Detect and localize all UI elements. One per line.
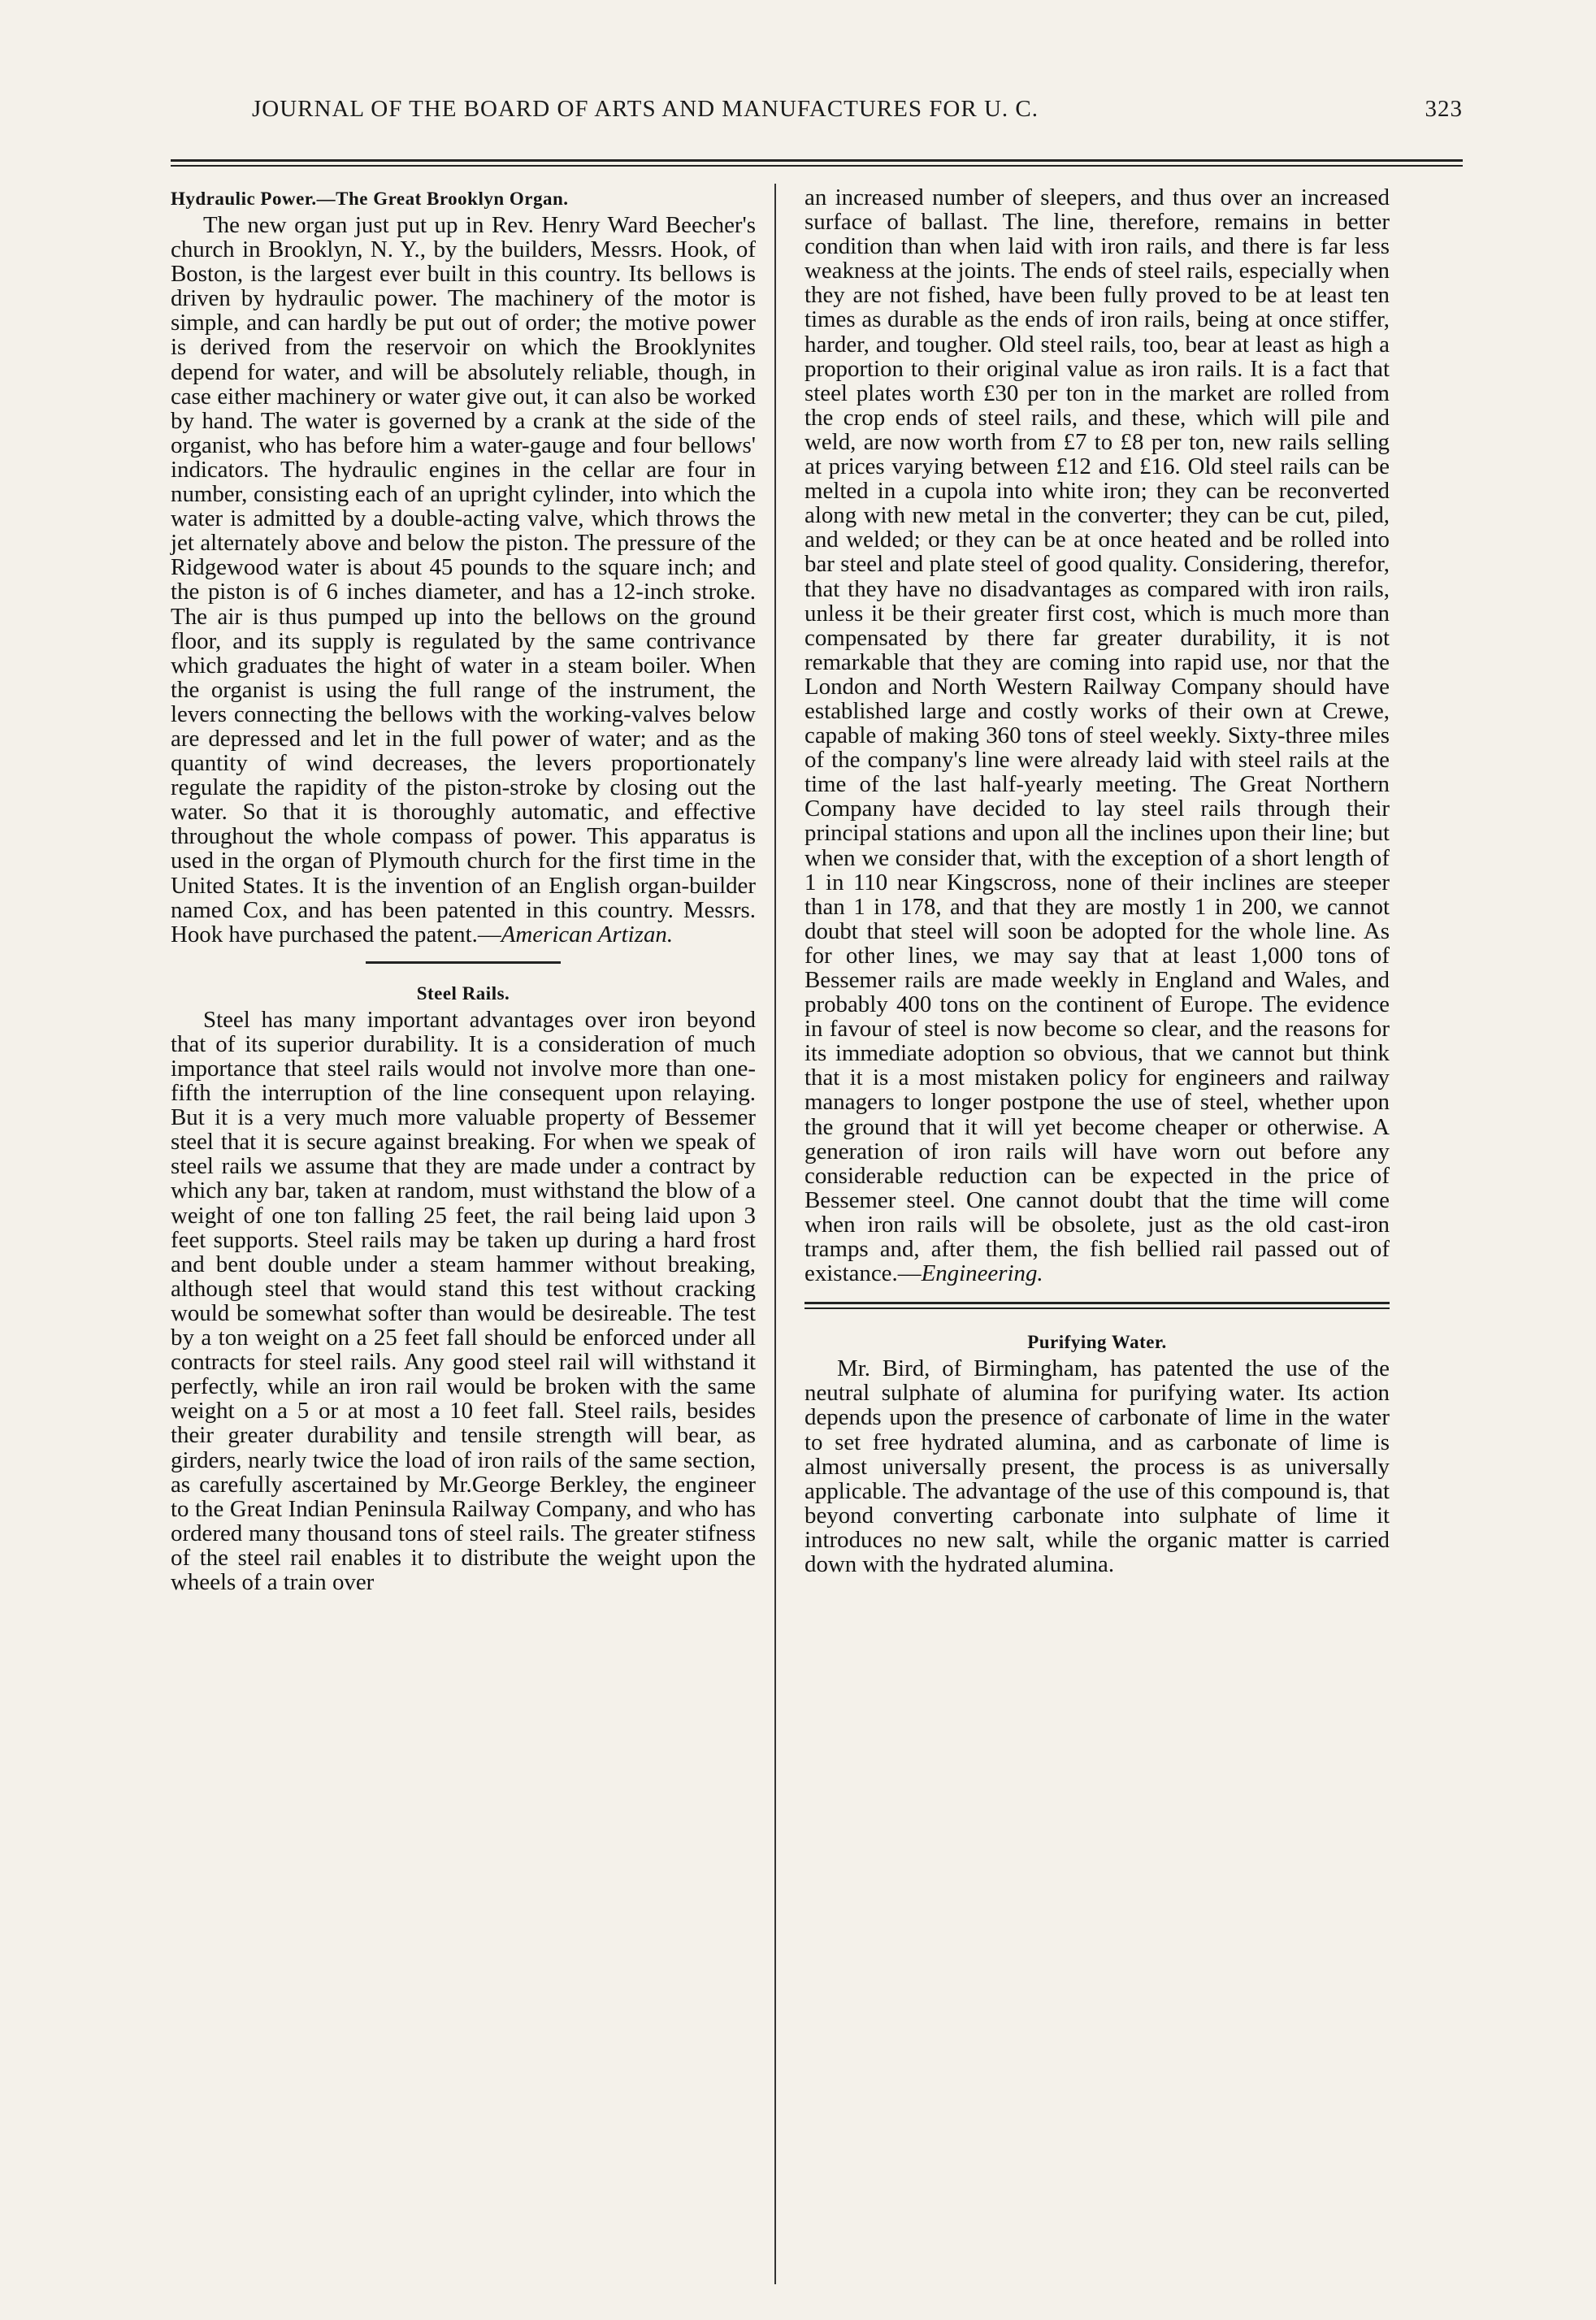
- article-divider: [366, 961, 561, 964]
- organ-article-heading: Hydraulic Power.—The Great Brooklyn Organ.: [171, 189, 569, 209]
- journal-title: JOURNAL OF THE BOARD OF ARTS AND MANUFACTURES FOR U. C.: [252, 96, 1039, 122]
- column-separator: [774, 184, 776, 2284]
- steel-article-heading: Steel Rails.: [416, 982, 510, 1004]
- organ-article-text: The new organ just put up in Rev. Henry Ward Beecher's church in Brooklyn, N. Y., by the builders, Messrs. Hook, of Boston, is the largest ever built in this country. Its bellows is driven by hydraulic power. The machinery of the motor is simple, and can hardly be put out of order; the motive power is derived from the reservoir on which the Brooklynites depend for water, and will be absolutely reliable, though, in case either machinery or water give out, it can also be worked by hand. The water is governed by a crank at the side of the organist, who has before him a water-gauge and four bellows' indicators. The hydraulic engines in the cellar are four in number, consisting each of an upright cylinder, into which the water is admitted by a double-acting valve, which throws the jet alternately above and below the piston. The pressure of the Ridgewood water is about 45 pounds to the square inch; and the piston is of 6 inches diameter, and has a 12-inch stroke. The air is thus pumped up into the bellows on the ground floor, and its supply is regulated by the same contrivance which graduates the hight of water in a steam boiler. When the organist is using the full range of the instrument, the levers connecting the bellows with the working-valves below are depressed and let in the full power of water; and as the quantity of wind decreases, the levers proportionately regulate the rapidity of the piston-stroke by closing out the water. So that it is thoroughly automatic, and effective throughout the whole compass of power. This apparatus is used in the organ of Plymouth church for the first time in the United States. It is the invention of an English organ-builder named Cox, and has been patented in this country. Messrs. Hook have purchased the patent.—: [171, 212, 756, 948]
- steel-article-source: Engineering.: [921, 1260, 1043, 1287]
- double-divider-line-top: [805, 1302, 1390, 1304]
- steel-article-body-left: Steel has many important advantages over iron beyond that of its superior durability. It is a consideration of much importance that steel rails would not involve more than one-fifth the interruption of the line consequent upon relaying. But it is a very much more valuable property of Bessemer steel that it is secure against breaking. For when we speak of steel rails we assume that they are made under a contract by which any bar, taken at random, must withstand the blow of a weight of one ton falling 25 feet, the rail being laid upon 3 feet supports. Steel rails may be taken up during a hard frost and bent double under a steam hammer without breaking, although steel that would stand this test without cracking would be somewhat softer than would be desireable. The test by a ton weight on a 25 feet fall should be enforced under all contracts for steel rails. Any good steel rail will withstand it perfectly, while an iron rail would be broken with the same weight on a 5 or at most a 10 feet fall. Steel rails, besides their greater durability and tensile strength will bear, as girders, nearly twice the load of iron rails of the same section, as carefully ascertained by Mr.George Berkley, the engineer to the Great Indian Peninsula Railway Company, and who has ordered many thousand tons of steel rails. The greater stifness of the steel rail enables it to distribute the weight upon the wheels of a train over: [171, 1006, 756, 1595]
- steel-article-continued-text: an increased number of sleepers, and thus over an increased surface of ballast. The line, therefore, remains in better condition than when laid with iron rails, and there is far less weakness at the joints. The ends of steel rails, especially when they are not fished, have been fully proved to be at least ten times as durable as the ends of iron rails, being at once stiffer, harder, and tougher. Old steel rails, too, bear at least as high a proportion to their original value as iron rails. It is a fact that steel plates worth £30 per ton in the market are rolled from the crop ends of steel rails, and these, which will pile and weld, are now worth from £7 to £8 per ton, new rails selling at prices varying between £12 and £16. Old steel rails can be melted in a cupola into white iron; they can be reconverted along with new metal in the converter; they can be cut, piled, and welded; or they can be at once heated and be rolled into bar steel and plate steel of good quality. Considering, therefor, that they have no disadvantages as compared with iron rails, unless it be their greater first cost, which is much more than compensated by there far greater durability, it is not remarkable that they are coming into rapid use, nor that the London and North Western Railway Company should have established large and costly works of their own at Crewe, capable of making 360 tons of steel weekly. Sixty-three miles of the company's line were already laid with steel rails at the time of the last half-yearly meeting. The Great Northern Company have decided to lay steel rails through their principal stations and upon all the inclines upon their line; but when we consider that, with the exception of a short length of 1 in 110 near Kingscross, none of their inclines are steeper than 1 in 178, and that they are mostly 1 in 200, we cannot doubt that steel will soon be adopted for the whole line. As for other lines, we may say that at least 1,000 tons of Bessemer rails are made weekly in England and Wales, and probably 400 tons on the continent of Europe. The evidence in favour of steel is now become so clear, and the reasons for its immediate adoption so obvious, that we cannot but think that it is a most mistaken policy for engineers and railway managers to longer postpone the use of steel, whether upon the ground that it will yet become cheaper or otherwise. A generation of iron rails will have worn out before any considerable reduction can be expected in the price of Bessemer steel. One cannot doubt that the time will come when iron rails will be obsolete, just as the old cast-iron tramps and, after them, the fish bellied rail passed out of existance.—: [805, 184, 1390, 1287]
- left-column: [171, 185, 756, 1594]
- organ-article-source: American Artizan.: [501, 921, 674, 948]
- section-double-divider: [805, 1302, 1390, 1309]
- header-rule-bottom: [171, 165, 1463, 167]
- header-rule-top: [171, 159, 1463, 162]
- double-divider-line-bottom: [805, 1307, 1390, 1309]
- right-column: [805, 185, 1390, 1576]
- page-number: 323: [1425, 96, 1463, 122]
- water-article-body: Mr. Bird, of Birmingham, has patented the use of the neutral sulphate of alumina for purifying water. Its action depends upon the presence of carbonate of lime in the water to set free hydrated alumina, and as carbonate of lime is almost universally present, the process is as universally applicable. The advantage of the use of this compound is, that beyond converting carbonate into sulphate of lime it introduces no new salt, while the organic matter is carried down with the hydrated alumina.: [805, 1355, 1390, 1577]
- organ-article-body: [171, 213, 756, 947]
- steel-article-body-right: [805, 185, 1390, 1286]
- water-article-heading: Purifying Water.: [1027, 1332, 1167, 1353]
